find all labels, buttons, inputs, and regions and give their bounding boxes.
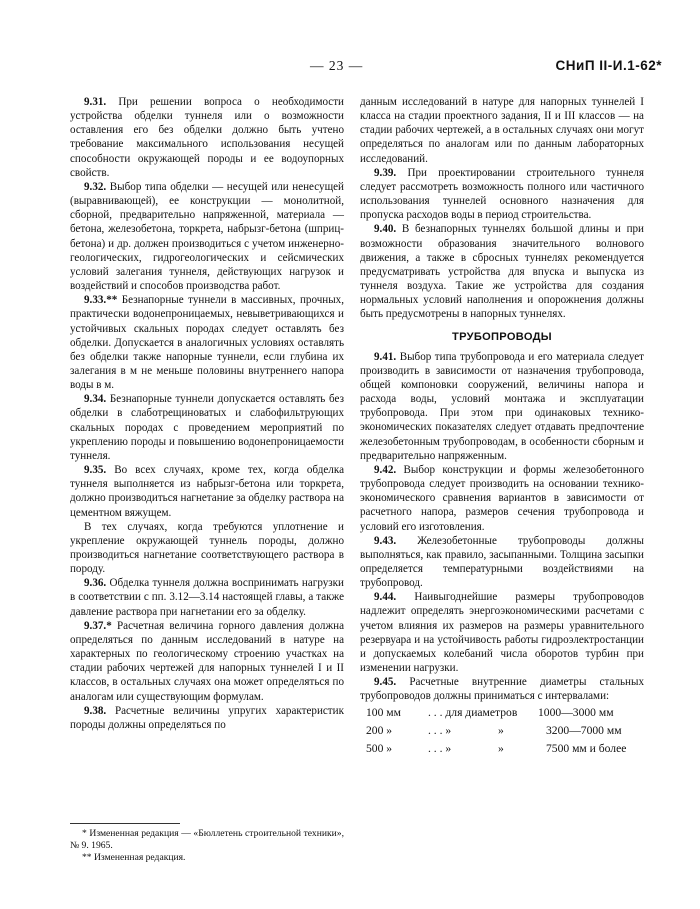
paragraph-text: В тех случаях, когда требуются уплотнение и укрепление окружающей туннель породы, должно производиться нагнетание соответствующего раствора в породу. [70,520,344,576]
paragraph-text: При решении вопроса о необходимости устройства обделки туннеля или о возможности оставления его без обделки должно быть учтено требование максимального использования несущей способности окружающей породы и ее водоупорных свойств. [70,96,344,179]
interval-ditto: » [498,723,504,737]
paragraph-number: 9.40. [374,223,397,236]
paragraph-number: 9.31. [84,96,107,108]
paragraph-text: Безнапорные туннели в массивных, прочных, практически водонепроницаемых, невыветривающихся и устойчивых скальных породах следует оставлять без обделки. Допускается в аналогичных условиях оставлять без обделки также напорные туннели, если глубина их залегания в м не меньше половины внутреннего напора воды в м. [70,294,345,392]
paragraph-text: Наивыгоднейшие размеры трубопроводов надлежит определять энергоэкономическими расчетами с учетом влияния их размеров на размеры уравнительного резервуара и на устойчивость работы гидроэлектростанции и допускаемых колебаний числа оборотов турбин при изменении нагрузки. [360,591,644,675]
page-header [0,58,700,78]
paragraph [70,576,344,618]
paragraph [70,95,344,180]
paragraph-text: Безнапорные туннели допускается оставлять без обделки в слаботрещиноватых и слабофильтрующих скальных породах с проведением мероприятий по укреплению породы и повышению водонепроницаемости туннеля. [70,393,344,462]
paragraph-number: 9.32. [84,180,107,193]
paragraph-text: Расчетные величины упругих характеристик породы должны определяться по [70,704,344,731]
paragraph-number: 9.41. [374,350,397,363]
paragraph-number: 9.38. [84,704,107,717]
interval-step: 200 » [366,723,393,737]
document-code: СНиП II-И.1-62* [555,58,662,73]
section-heading: ТРУБОПРОВОДЫ [452,330,552,343]
paragraph-text: Обделка туннеля должна воспринимать нагрузки в соответствии с пп. 3.12—3.14 настоящей главы, а также давление раствора при нагнетании его за обделку. [70,577,344,618]
paragraph-text: Во всех случаях, кроме тех, когда обделка туннеля выполняется из набрызг-бетона или торкрета, должно производиться нагнетание за обделку раствора на цементном вяжущем. [70,464,344,519]
paragraph-text: Расчетная величина горного давления должна определяться по данным исследований в натуре на характерных по геологическому строению участках на стадии рабочих чертежей для напорных туннелей I и II классов, в остальных случаях она может определяться по аналогам или существующим формулам. [70,619,344,703]
interval-step: 100 мм [366,705,401,719]
paragraph [360,166,644,223]
paragraph [360,463,644,534]
footnotes [70,823,344,864]
interval-step: 500 » [366,741,393,755]
paragraph [360,350,644,463]
paragraph [70,619,344,704]
paragraph [70,180,344,293]
paragraph-number: 9.42. [374,463,397,476]
paragraph-text: Железобетонные трубопроводы должны выполняться, как правило, засыпанными. Толщина засыпки определяется температурными воздействиями на трубопровод. [360,534,644,590]
paragraph-number: 9.33.** [84,294,118,307]
paragraph-text: Выбор типа обделки — несущей или ненесущей (выравнивающей), ее конструкции — монолитной, сборной, предварительно напряженной, материала — бетона, железобетона, торкрета, набрызг-бетона (шприц-бетона) и др. должен производиться с учетом инженерно-геологических, гидрогеологических и сейсмических условий залегания туннеля, действующих нагрузок и воздействий и способов производства работ. [70,180,344,293]
footnote: ** Измененная редакция. [82,852,186,863]
interval-range: 1000—3000 мм [538,705,614,719]
paragraph-number: 9.35. [84,464,107,477]
paragraph-number: 9.43. [374,534,397,547]
interval-row [360,742,644,760]
interval-label: . . . для диаметров [428,705,518,719]
interval-label: . . . » [428,741,452,755]
right-column [360,95,644,760]
paragraph-text: Выбор конструкции и формы железобетонного трубопровода следует производить на основании технико-экономического сравнения вариантов в зависимости от расчетного напора, размеров сечения трубопровода и условий его изготовления. [360,463,645,533]
interval-ditto: » [498,741,504,755]
footnote: * Измененная редакция — «Бюллетень строительной техники», № 9. 1965. [70,828,344,851]
paragraph-text: При проектировании строительного туннеля следует рассмотреть возможность полного или частичного использования туннелей основного назначения для пропуска расходов воды в период строительства. [360,166,644,222]
paragraph [360,222,644,321]
paragraph [70,392,344,463]
interval-range: 3200—7000 мм [546,723,622,737]
paragraph [70,704,344,732]
paragraph-number: 9.44. [374,591,397,604]
paragraph-text: данным исследований в натуре для напорных туннелей I класса на стадии проектного задания, II и III классов — на стадии рабочих чертежей, а в остальных случаях они могут определяться по аналогам или по данным лабораторных исследований. [360,96,644,165]
paragraph-number: 9.36. [84,577,107,590]
paragraph-text: Расчетные внутренние диаметры стальных трубопроводов должны приниматься с интервалами: [360,676,644,703]
interval-row [360,706,644,724]
diameter-intervals-table [360,706,644,760]
interval-row [360,724,644,742]
paragraph [70,463,344,520]
paragraph-number: 9.34. [84,393,107,406]
paragraph [360,675,644,703]
interval-range: 7500 мм и более [546,741,627,755]
paragraph [70,293,344,392]
paragraph [360,590,644,675]
paragraph [360,534,644,591]
paragraph-number: 9.39. [374,166,397,179]
interval-label: . . . » [428,723,452,737]
paragraph-text: В безнапорных туннелях большой длины и при возможности образования значительного волнового движения, а также в сбросных туннелях рекомендуется предусматривать устройства для впуска и выпуска из туннеля воздуха. Такие же устройства для создания нормальных условий наполнения и опорожнения должны быть предусмотрены в напорных туннелях. [360,223,644,321]
left-column [70,95,344,732]
paragraph-number: 9.37.* [84,619,112,632]
paragraph-text: Выбор типа трубопровода и его материала следует производить в зависимости от назначения трубопровода, общей компоновки сооружений, величины напора и расхода воды, условий монтажа и эксплуатации трубопровода. При этом при одинаковых технико-экономических показателях следует отдавать предпочтение железобетонным трубопроводам, в особенности сборным и предварительно напряженным. [360,350,644,462]
page-number: — 23 — [310,58,364,73]
paragraph [70,520,344,577]
footnote-divider [70,823,180,824]
paragraph [360,95,644,166]
paragraph-number: 9.45. [374,676,397,689]
